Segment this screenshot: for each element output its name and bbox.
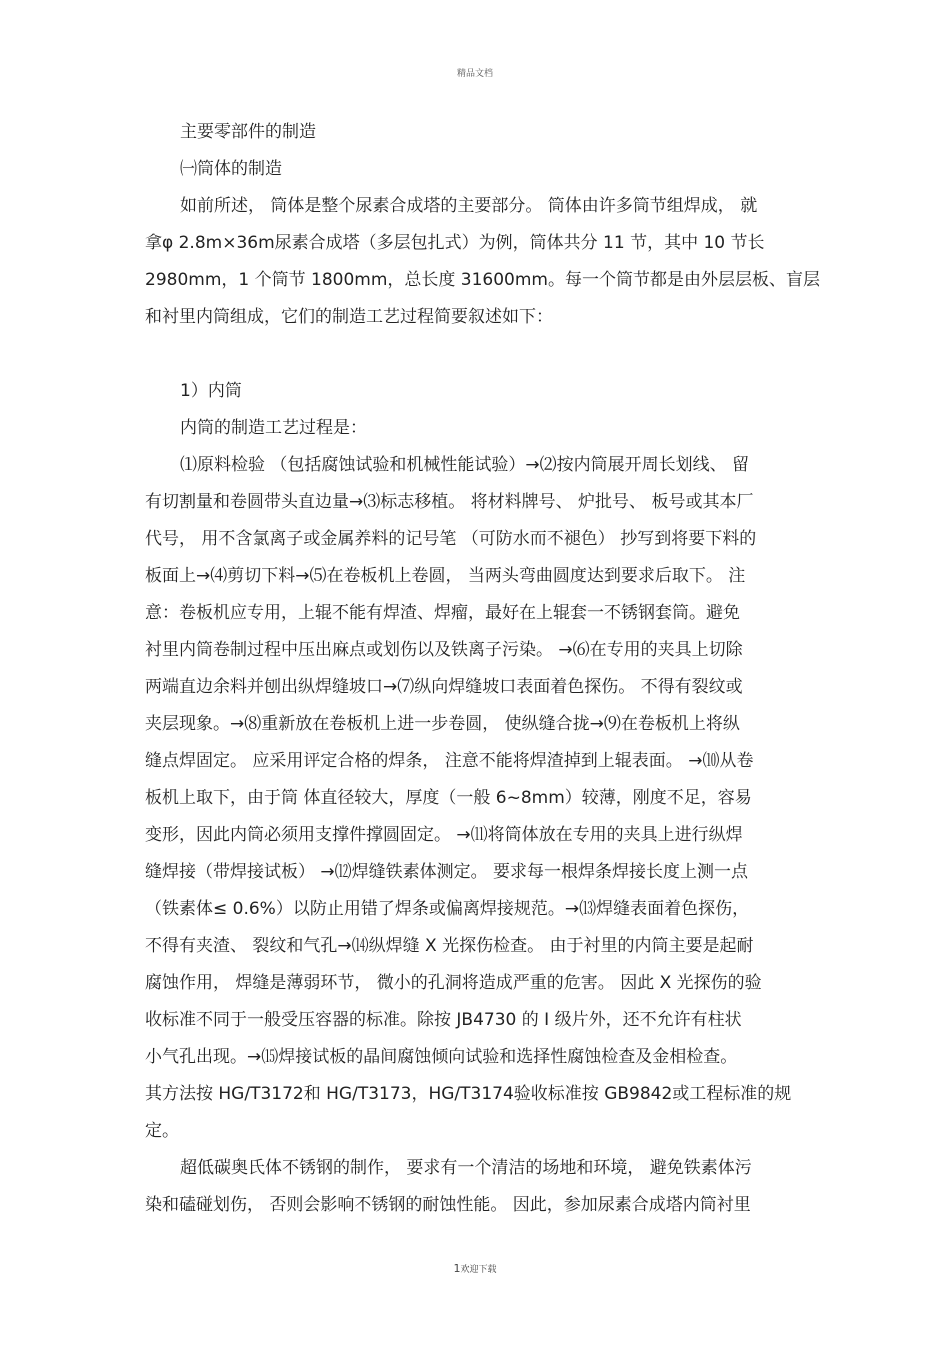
page-header: 精品文档 bbox=[456, 69, 493, 79]
paragraph-line: 其方法按 HG/T3172和 HG/T3173，HG/T3174验收标准按 GB9842或工程标准的规 bbox=[145, 1084, 792, 1104]
document-body bbox=[145, 114, 820, 1224]
paragraph-line: 定。 bbox=[145, 1121, 179, 1141]
subsection-heading: ㈠筒体的制造 bbox=[180, 159, 282, 179]
paragraph-line: 超低碳奥氏体不锈钢的制作， 要求有一个清洁的场地和环境， 避免铁素体污 bbox=[180, 1158, 752, 1178]
section-heading: 主要零部件的制造 bbox=[180, 122, 316, 142]
paragraph-line: 内筒的制造工艺过程是： bbox=[180, 418, 367, 438]
paragraph-line: 收标准不同于一般受压容器的标准。除按 JB4730 的 Ⅰ 级片外，还不允许有柱状 bbox=[145, 1010, 742, 1030]
paragraph-line: 不得有夹渣、 裂纹和气孔→⒁纵焊缝 X 光探伤检查。 由于衬里的内筒主要是起耐 bbox=[145, 936, 754, 956]
page-footer bbox=[0, 1262, 950, 1275]
paragraph-line: 2980mm，1 个筒节 1800mm，总长度 31600mm。每一个筒节都是由外层层板、盲层 bbox=[145, 270, 820, 290]
paragraph-line: 有切割量和卷圆带头直边量→⑶标志移植。 将材料牌号、 炉批号、 板号或其本厂 bbox=[145, 492, 754, 512]
paragraph-line: （铁素体≤ 0.6%）以防止用错了焊条或偏离焊接规范。→⒀焊缝表面着色探伤， bbox=[145, 899, 750, 919]
paragraph-line: 夹层现象。→⑻重新放在卷板机上进一步卷圆， 使纵缝合拢→⑼在卷板机上将纵 bbox=[145, 714, 740, 734]
footer-text: 欢迎下载 bbox=[460, 1265, 497, 1275]
paragraph-line: 衬里内筒卷制过程中压出麻点或划伤以及铁离子污染。 →⑹在专用的夹具上切除 bbox=[145, 640, 743, 660]
paragraph-line: 两端直边余料并刨出纵焊缝坡口→⑺纵向焊缝坡口表面着色探伤。 不得有裂纹或 bbox=[145, 677, 743, 697]
paragraph-line: 缝焊接（带焊接试板） →⑿焊缝铁素体测定。 要求每一根焊条焊接长度上测一点 bbox=[145, 862, 749, 882]
paragraph-line: 拿φ 2.8m×36m尿素合成塔（多层包扎式）为例，筒体共分 11 节，其中 10 节长 bbox=[145, 233, 765, 253]
paragraph-line: 如前所述， 筒体是整个尿素合成塔的主要部分。 筒体由许多筒节组焊成， 就 bbox=[180, 196, 758, 216]
paragraph-line: 缝点焊固定。 应采用评定合格的焊条， 注意不能将焊渣掉到上辊表面。 →⑽从卷 bbox=[145, 751, 754, 771]
subsection-heading: 1）内筒 bbox=[180, 381, 242, 401]
paragraph-line: ⑴原料检验 （包括腐蚀试验和机械性能试验）→⑵按内筒展开周长划线、 留 bbox=[180, 455, 750, 475]
paragraph-line: 和衬里内筒组成，它们的制造工艺过程简要叙述如下： bbox=[145, 307, 553, 327]
page-number: 1 bbox=[453, 1262, 461, 1275]
paragraph-line: 变形，因此内筒必须用支撑件撑圆固定。 →⑾将筒体放在专用的夹具上进行纵焊 bbox=[145, 825, 743, 845]
paragraph-line: 板面上→⑷剪切下料→⑸在卷板机上卷圆， 当两头弯曲圆度达到要求后取下。 注 bbox=[145, 566, 746, 586]
paragraph-line: 板机上取下，由于筒 体直径较大，厚度（一般 6~8mm）较薄，刚度不足，容易 bbox=[145, 788, 752, 808]
paragraph-line: 代号， 用不含氯离子或金属养料的记号笔 （可防水而不褪色） 抄写到将要下料的 bbox=[145, 529, 757, 549]
paragraph-line: 小气孔出现。→⒂焊接试板的晶间腐蚀倾向试验和选择性腐蚀检查及金相检查。 bbox=[145, 1047, 738, 1067]
paragraph-line: 意：卷板机应专用，上辊不能有焊渣、焊瘤，最好在上辊套一不锈钢套筒。避免 bbox=[145, 603, 740, 623]
paragraph-line: 腐蚀作用， 焊缝是薄弱环节， 微小的孔洞将造成严重的危害。 因此 X 光探伤的验 bbox=[145, 973, 762, 993]
blank-line bbox=[145, 336, 805, 373]
paragraph-line: 染和磕碰划伤， 否则会影响不锈钢的耐蚀性能。 因此，参加尿素合成塔内筒衬里 bbox=[145, 1195, 751, 1215]
